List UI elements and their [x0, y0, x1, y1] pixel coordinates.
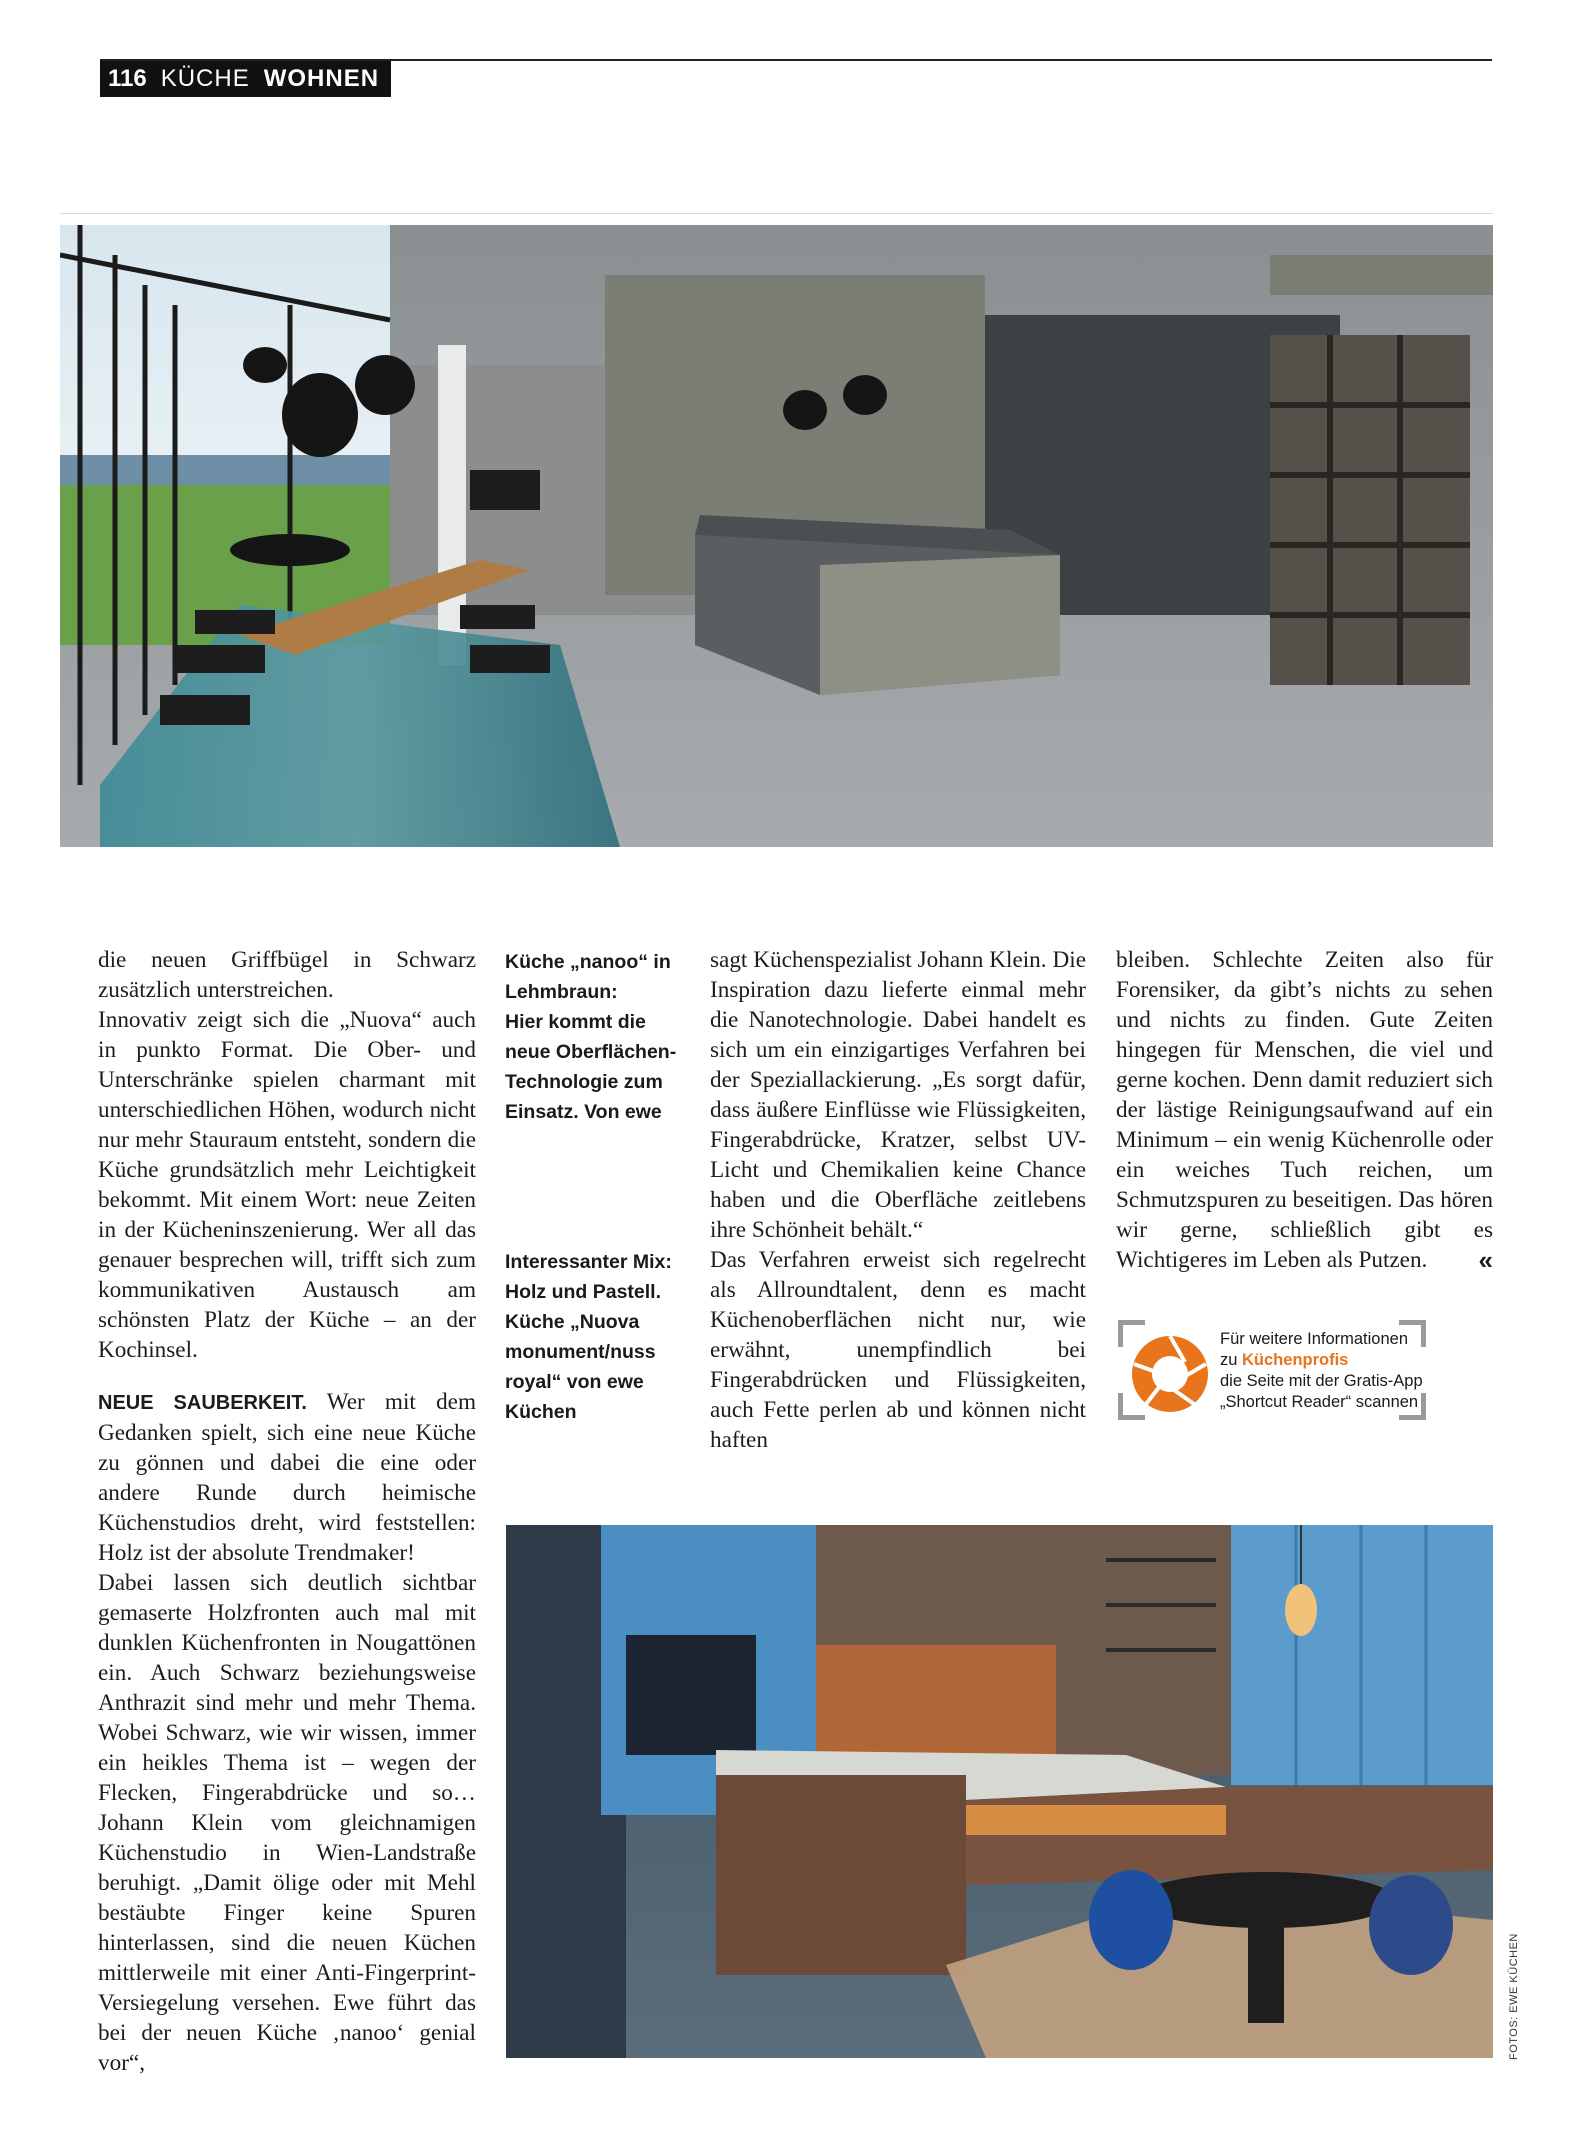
shortcut-reader-text: Für weitere Informationen zu Küchenprofis die Seite mit der Gratis-App „Shortcut Reader“ scannen [1220, 1330, 1423, 1411]
photo-caption-nuova [505, 1247, 695, 1427]
photo-credit: FOTOS: EWE KÜCHEN [1508, 1933, 1520, 2060]
kitchen-photo-nuova [506, 1525, 1493, 2058]
caption-text: Hier kommt die neue Oberflächen-Technologie zum Einsatz. Von ewe [505, 1011, 677, 1123]
shortcut-reader-aperture-icon [1130, 1334, 1210, 1414]
caption-lead: Küche „nanoo“ in Lehmbraun: [505, 951, 671, 1003]
shortcut-reader-box[interactable] [1118, 1320, 1426, 1420]
kuechenprofis-link[interactable]: Küchenprofis [1242, 1351, 1349, 1369]
paragraph-text: bleiben. Schlechte Zeiten also für Forensiker, da gibt’s nichts zu sehen und nichts zu finden. Gute Zeiten hingegen für Menschen, die viel und gerne kochen. Denn damit reduziert sich der lästige Reinigungsaufwand auf ein Minimum – ein wenig Küchenrolle oder ein weiches Tuch reichen, um Schmutzspuren zu beseitigen. Das hören wir gerne, schließlich gibt es Wichtigeres im Leben als Putzen. [1116, 947, 1493, 1273]
page-folio [100, 61, 391, 97]
paragraph: Innovativ zeigt sich die „Nuova“ auch in punkto Format. Die Ober- und Unterschränke spielen charmant mit unterschiedlichen Höhen, wodurch nicht nur mehr Stauraum entsteht, sondern die Küche grundsätzlich mehr Leichtigkeit bekommt. Mit einem Wort: neue Zeiten in der Kücheninszenierung. Wer all das genauer besprechen will, trifft sich zum kommunikativen Austausch am schönsten Platz der Küche – an der Kochinsel. [98, 1007, 476, 1363]
paragraph-text: Wer mit dem Gedanken spielt, sich eine neue Küche zu gönnen und dabei die eine oder andere Runde durch heimische Küchenstudios dreht, wird feststellen: Holz ist der absolute Trendmaker! [98, 1389, 476, 1566]
paragraph: Dabei lassen sich deutlich sichtbar gemaserte Holzfronten auch mal mit dunklen Küchenfronten in Nougattönen ein. Auch Schwarz beziehungsweise Anthrazit sind mehr und mehr Thema. Wobei Schwarz, wie wir wissen, immer ein heikles Thema ist – wegen der Flecken, Fingerabdrücke und so… Johann Klein vom gleichnamigen Küchenstudio in Wien-Landstraße beruhigt. „Damit ölige oder mit Mehl bestäubte Finger keine Spuren hinterlassen, sind die neuen Küchen mittlerweile mit einer Anti-Fingerprint-Versiegelung versehen. Ewe führt das bei der neuen Küche ‚nanoo‘ genial vor“, [98, 1570, 476, 2076]
body-column-4 [1116, 945, 1493, 1275]
paragraph: sagt Küchenspezialist Johann Klein. Die Inspiration dazu lieferte einmal mehr die Nanotechnologie. Dabei handelt es sich um ein einzigartiges Verfahren bei der Speziallackierung. „Es sorgt dafür, dass äußere Einflüsse wie Flüssigkeiten, Fingerabdrücke, Kratzer, selbst UV-Licht und Chemikalien keine Chance haben und die Oberfläche zeitlebens ihre Schönheit behält.“ [710, 947, 1086, 1243]
page-number: 116 [108, 65, 147, 92]
paragraph [98, 1387, 476, 1568]
caption-text: Küche „Nuova monument/nuss royal“ von ewe Küchen [505, 1311, 656, 1423]
caption-lead: Interessanter Mix: Holz und Pastell. [505, 1251, 672, 1303]
run-in-heading: NEUE SAUBERKEIT. [98, 1392, 307, 1414]
body-column-3 [710, 945, 1086, 1455]
photo-top-rule [60, 213, 1493, 214]
end-mark: « [1478, 1245, 1493, 1275]
photo-caption-nanoo [505, 947, 695, 1127]
paragraph: Das Verfahren erweist sich regelrecht als Allroundtalent, denn es macht Küchenoberflächen nicht nur, wie erwähnt, unempfindlich bei Fingerabdrücken und Flüssigkeiten, auch Fette perlen ab und können nicht haften [710, 1247, 1086, 1453]
subsection-label: WOHNEN [263, 65, 380, 92]
paragraph [1116, 945, 1493, 1275]
body-column-1 [98, 945, 476, 2078]
paragraph: die neuen Griffbügel in Schwarz zusätzlich unterstreichen. [98, 947, 476, 1003]
section-label: KÜCHE [160, 65, 250, 92]
kitchen-photo-nanoo [60, 225, 1493, 847]
